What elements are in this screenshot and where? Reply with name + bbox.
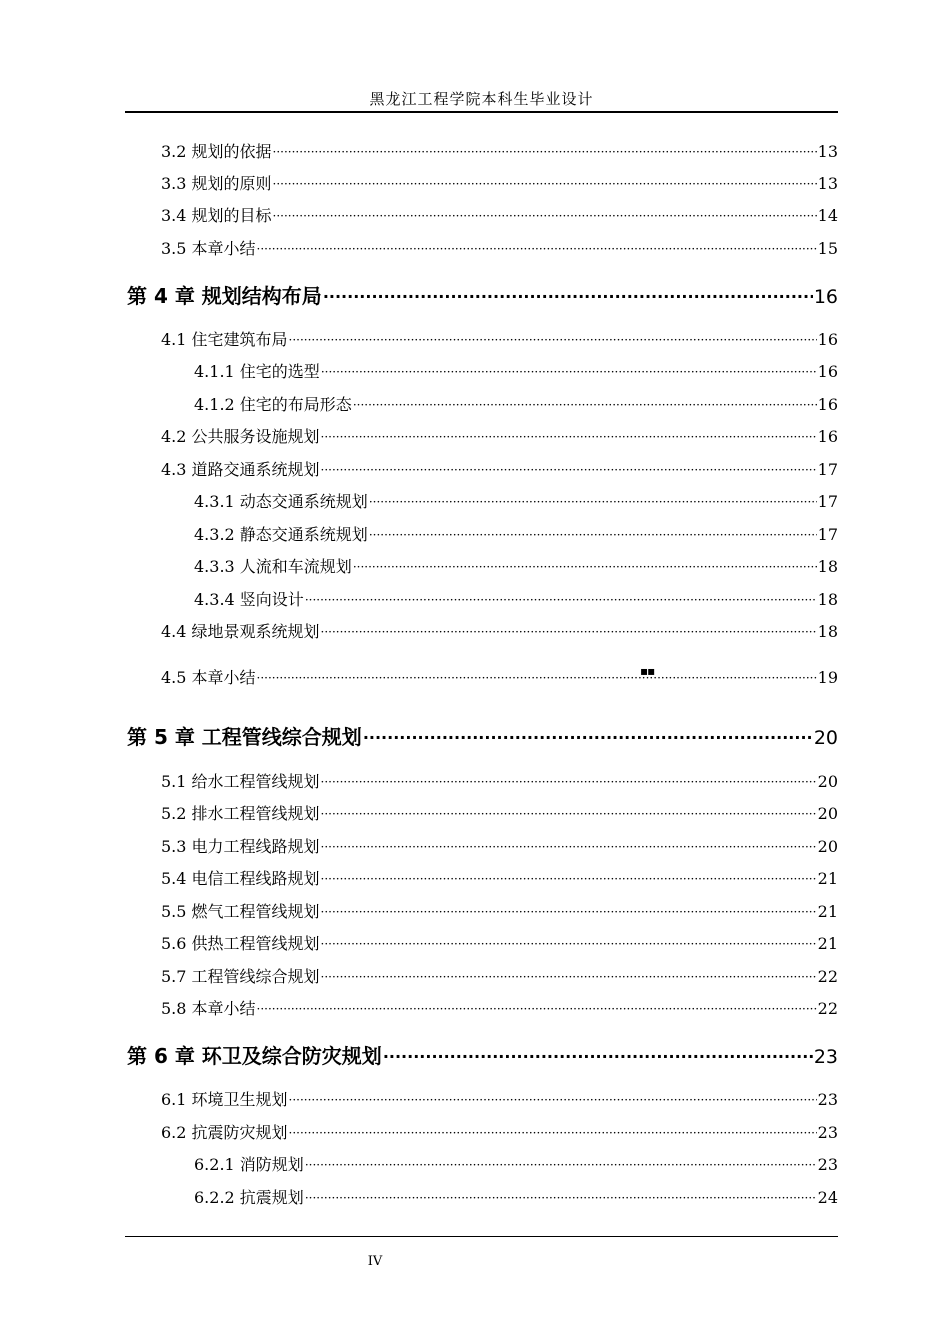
dot-leader: [353, 398, 817, 412]
toc-entry-title: 5.5 燃气工程管线规划: [161, 902, 320, 921]
toc-entry-page: 17: [817, 460, 838, 479]
toc-entry-page: 19: [817, 668, 838, 687]
toc-chapter-page: 20: [813, 727, 838, 749]
toc-entry-5-7[interactable]: [161, 964, 838, 987]
toc-entry-title: 4.4 绿地景观系统规划: [161, 622, 320, 641]
toc-chapter-page: 23: [813, 1046, 838, 1068]
toc-entry-title: 6.1 环境卫生规划: [161, 1090, 288, 1109]
toc-entry-page: 22: [817, 967, 838, 986]
dot-leader: [321, 775, 817, 789]
toc-entry-page: 16: [817, 395, 838, 414]
toc-entry-title: 5.4 电信工程线路规划: [161, 869, 320, 888]
toc-entry-page: 20: [817, 804, 838, 823]
toc-entry-title: 5.1 给水工程管线规划: [161, 772, 320, 791]
dot-leader: [321, 807, 817, 821]
toc-entry-5-1[interactable]: [161, 769, 838, 792]
toc-entry-title: 4.3.2 静态交通系统规划: [194, 525, 368, 544]
toc-entry-title: 5.2 排水工程管线规划: [161, 804, 320, 823]
dot-leader: [273, 209, 817, 223]
toc-entry-page: 16: [817, 427, 838, 446]
toc-entry-page: 18: [817, 557, 838, 576]
toc-entry-5-5[interactable]: [161, 899, 838, 922]
toc-entry-page: 22: [817, 999, 838, 1018]
toc-entry-page: 15: [817, 239, 838, 258]
toc-chapter-title: 第 4 章 规划结构布局: [127, 284, 322, 308]
toc-entry-5-8[interactable]: [161, 996, 838, 1019]
dot-leader: [305, 1191, 817, 1205]
dot-leader: [369, 495, 817, 509]
dot-leader: [273, 145, 817, 159]
toc-entry-page: 20: [817, 837, 838, 856]
toc-entry-5-3[interactable]: [161, 834, 838, 857]
toc-entry-page: 17: [817, 492, 838, 511]
toc-chapter-5[interactable]: [127, 721, 838, 750]
dot-leader: [273, 177, 817, 191]
toc-entry-4-1-1[interactable]: [194, 359, 838, 382]
toc-chapter-page: 16: [813, 286, 838, 308]
toc-entry-5-4[interactable]: [161, 866, 838, 889]
toc-entry-4-4[interactable]: [161, 619, 838, 642]
toc-entry-page: 23: [817, 1155, 838, 1174]
toc-entry-page: 21: [817, 902, 838, 921]
leader-artifact: ▪▪: [640, 664, 655, 678]
toc-entry-page: 23: [817, 1123, 838, 1142]
toc-entry-6-2-2[interactable]: [194, 1185, 838, 1208]
dot-leader: [323, 287, 813, 306]
dot-leader: [383, 1047, 813, 1066]
dot-leader: [305, 593, 817, 607]
toc-entry-title: 4.5 本章小结: [161, 668, 256, 687]
dot-leader: [257, 1002, 817, 1016]
toc-entry-page: 16: [817, 330, 838, 349]
page-header-title: 黑龙江工程学院本科生毕业设计: [369, 90, 594, 108]
toc-entry-3-5[interactable]: [161, 236, 838, 259]
dot-leader: [321, 872, 817, 886]
toc-entry-page: 13: [817, 142, 838, 161]
toc-entry-6-2[interactable]: [161, 1120, 838, 1143]
toc-entry-title: 3.4 规划的目标: [161, 206, 272, 225]
toc-entry-6-2-1[interactable]: [194, 1152, 838, 1175]
toc-entry-4-3-1[interactable]: [194, 489, 838, 512]
dot-leader: [321, 463, 817, 477]
toc-chapter-6[interactable]: [127, 1040, 838, 1069]
toc-entry-6-1[interactable]: [161, 1087, 838, 1110]
dot-leader: [257, 242, 817, 256]
toc-entry-4-3-4[interactable]: [194, 587, 838, 610]
toc-entry-title: 4.3 道路交通系统规划: [161, 460, 320, 479]
toc-entry-title: 4.3.4 竖向设计: [194, 590, 304, 609]
toc-entry-title: 3.2 规划的依据: [161, 142, 272, 161]
toc-chapter-title: 第 5 章 工程管线综合规划: [127, 725, 362, 749]
toc-entry-page: 23: [817, 1090, 838, 1109]
toc-entry-page: 24: [817, 1188, 838, 1207]
dot-leader: [321, 430, 817, 444]
toc-entry-title: 4.1.1 住宅的选型: [194, 362, 320, 381]
dot-leader: [363, 728, 813, 747]
toc-entry-page: 21: [817, 934, 838, 953]
toc-entry-title: 4.1 住宅建筑布局: [161, 330, 288, 349]
dot-leader: [257, 671, 817, 685]
toc-entry-page: 18: [817, 590, 838, 609]
toc-entry-title: 5.6 供热工程管线规划: [161, 934, 320, 953]
toc-entry-title: 6.2.2 抗震规划: [194, 1188, 304, 1207]
dot-leader: [289, 1126, 817, 1140]
toc-entry-4-3[interactable]: [161, 457, 838, 480]
page-number: IV: [367, 1254, 383, 1269]
toc-entry-4-1-2[interactable]: [194, 392, 838, 415]
toc-entry-3-2[interactable]: [161, 139, 838, 162]
toc-entry-page: 14: [817, 206, 838, 225]
dot-leader: [321, 937, 817, 951]
footer-divider: [125, 1236, 838, 1237]
toc-entry-page: 21: [817, 869, 838, 888]
toc-entry-page: 20: [817, 772, 838, 791]
toc-entry-3-3[interactable]: [161, 171, 838, 194]
toc-entry-page: 13: [817, 174, 838, 193]
header-divider: [125, 111, 838, 113]
dot-leader: [321, 840, 817, 854]
toc-entry-title: 4.3.3 人流和车流规划: [194, 557, 352, 576]
toc-entry-title: 4.1.2 住宅的布局形态: [194, 395, 352, 414]
toc-chapter-4[interactable]: [127, 280, 838, 309]
toc-entry-4-3-2[interactable]: [194, 522, 838, 545]
toc-entry-5-6[interactable]: [161, 931, 838, 954]
toc-entry-5-2[interactable]: [161, 801, 838, 824]
toc-entry-page: 16: [817, 362, 838, 381]
toc-entry-title: 4.2 公共服务设施规划: [161, 427, 320, 446]
toc-chapter-title: 第 6 章 环卫及综合防灾规划: [127, 1044, 382, 1068]
toc-entry-4-3-3[interactable]: [194, 554, 838, 577]
dot-leader: [289, 1093, 817, 1107]
dot-leader: [321, 905, 817, 919]
toc-entry-4-5[interactable]: [161, 665, 838, 688]
dot-leader: [321, 970, 817, 984]
dot-leader: [305, 1158, 817, 1172]
dot-leader: [353, 560, 817, 574]
toc-entry-title: 6.2 抗震防灾规划: [161, 1123, 288, 1142]
toc-entry-title: 6.2.1 消防规划: [194, 1155, 304, 1174]
toc-entry-page: 17: [817, 525, 838, 544]
toc-entry-title: 5.3 电力工程线路规划: [161, 837, 320, 856]
dot-leader: [289, 333, 817, 347]
dot-leader: [321, 365, 817, 379]
toc-entry-title: 5.7 工程管线综合规划: [161, 967, 320, 986]
toc-entry-title: 3.5 本章小结: [161, 239, 256, 258]
toc-entry-title: 5.8 本章小结: [161, 999, 256, 1018]
toc-entry-title: 3.3 规划的原则: [161, 174, 272, 193]
dot-leader: [369, 528, 817, 542]
dot-leader: [321, 625, 817, 639]
toc-entry-page: 18: [817, 622, 838, 641]
toc-entry-4-2[interactable]: [161, 424, 838, 447]
toc-entry-4-1[interactable]: [161, 327, 838, 350]
toc-entry-title: 4.3.1 动态交通系统规划: [194, 492, 368, 511]
toc-entry-3-4[interactable]: [161, 203, 838, 226]
